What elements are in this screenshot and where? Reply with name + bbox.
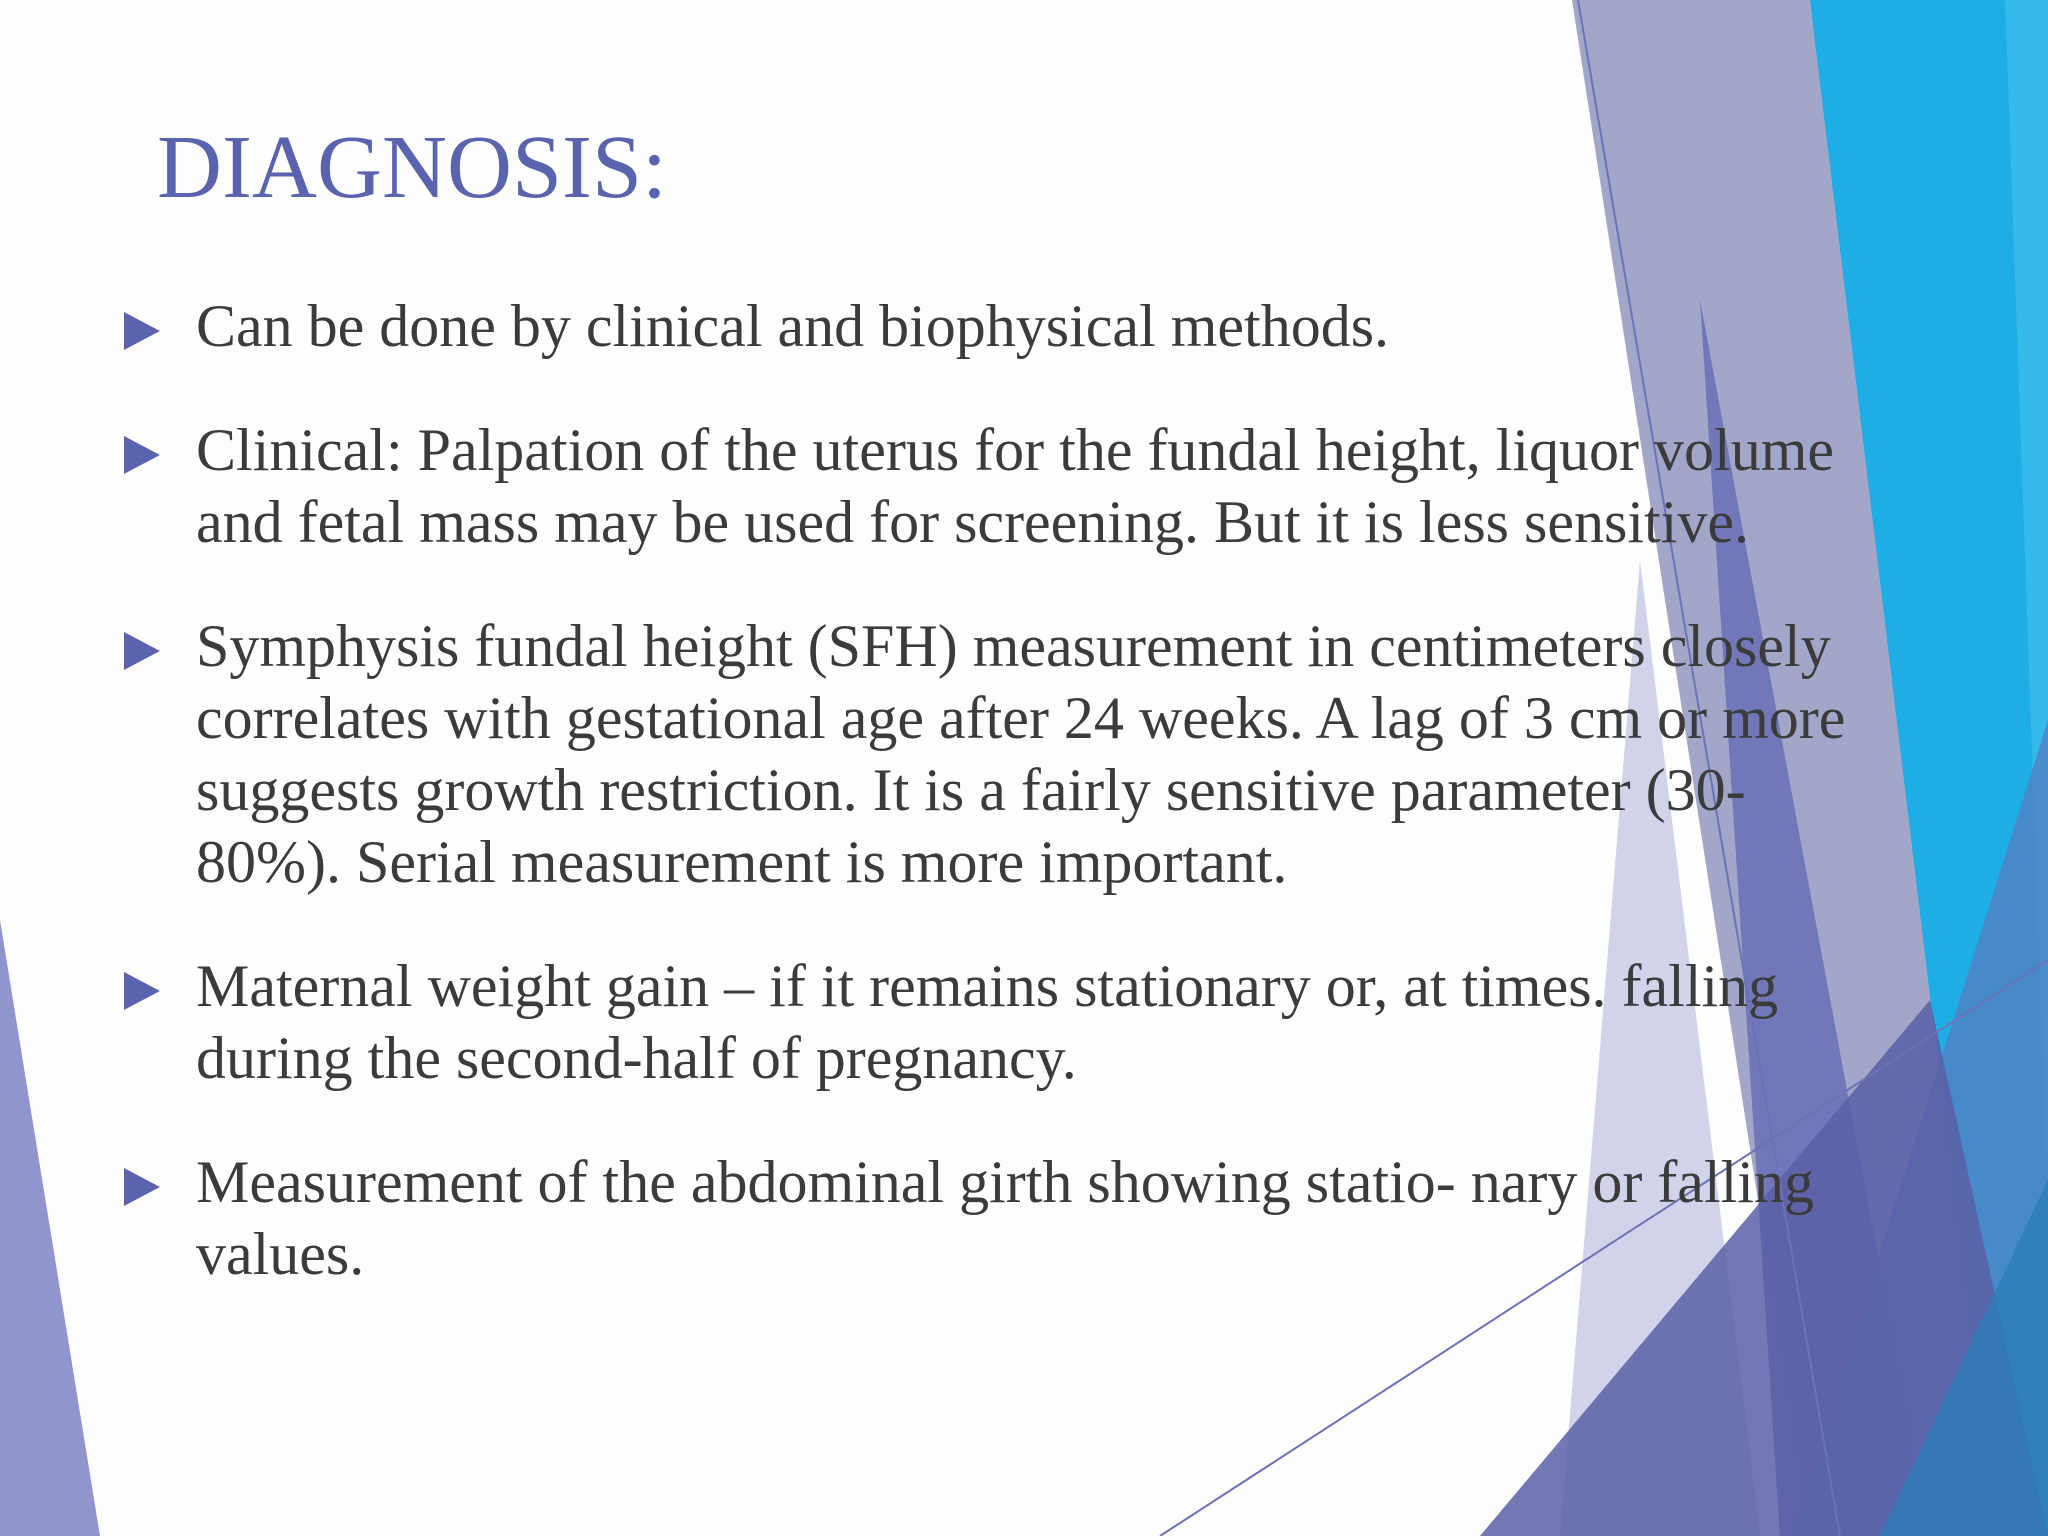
triangle-bullet-icon xyxy=(124,972,160,1010)
triangle-bullet-icon xyxy=(124,632,160,670)
bullet-list xyxy=(118,290,1878,1290)
left-edge-wedge xyxy=(0,920,100,1536)
bullet-item xyxy=(118,610,1878,898)
bullet-text: Symphysis fundal height (SFH) measurement in centimeters closely correlates with gestational age after 24 weeks. A lag of 3 cm or more suggests growth restriction. It is a fairly sensitive parameter (30-80%). Serial measurement is more important. xyxy=(196,613,1846,895)
bullet-text: Maternal weight gain – if it remains stationary or, at times. falling during the second-half of pregnancy. xyxy=(196,953,1779,1091)
bullet-text: Measurement of the abdominal girth showing statio- nary or falling values. xyxy=(196,1149,1814,1287)
slide-title: DIAGNOSIS: xyxy=(157,118,668,217)
bullet-text: Clinical: Palpation of the uterus for the fundal height, liquor volume and fetal mass may be used for screening. But it is less sensitive. xyxy=(196,417,1834,555)
bullet-text: Can be done by clinical and biophysical methods. xyxy=(196,293,1390,359)
triangle-bullet-icon xyxy=(124,1168,160,1206)
bullet-item xyxy=(118,950,1878,1094)
bullet-item xyxy=(118,290,1878,362)
bullet-item xyxy=(118,414,1878,558)
triangle-bullet-icon xyxy=(124,436,160,474)
bullet-item xyxy=(118,1146,1878,1290)
triangle-bullet-icon xyxy=(124,312,160,350)
